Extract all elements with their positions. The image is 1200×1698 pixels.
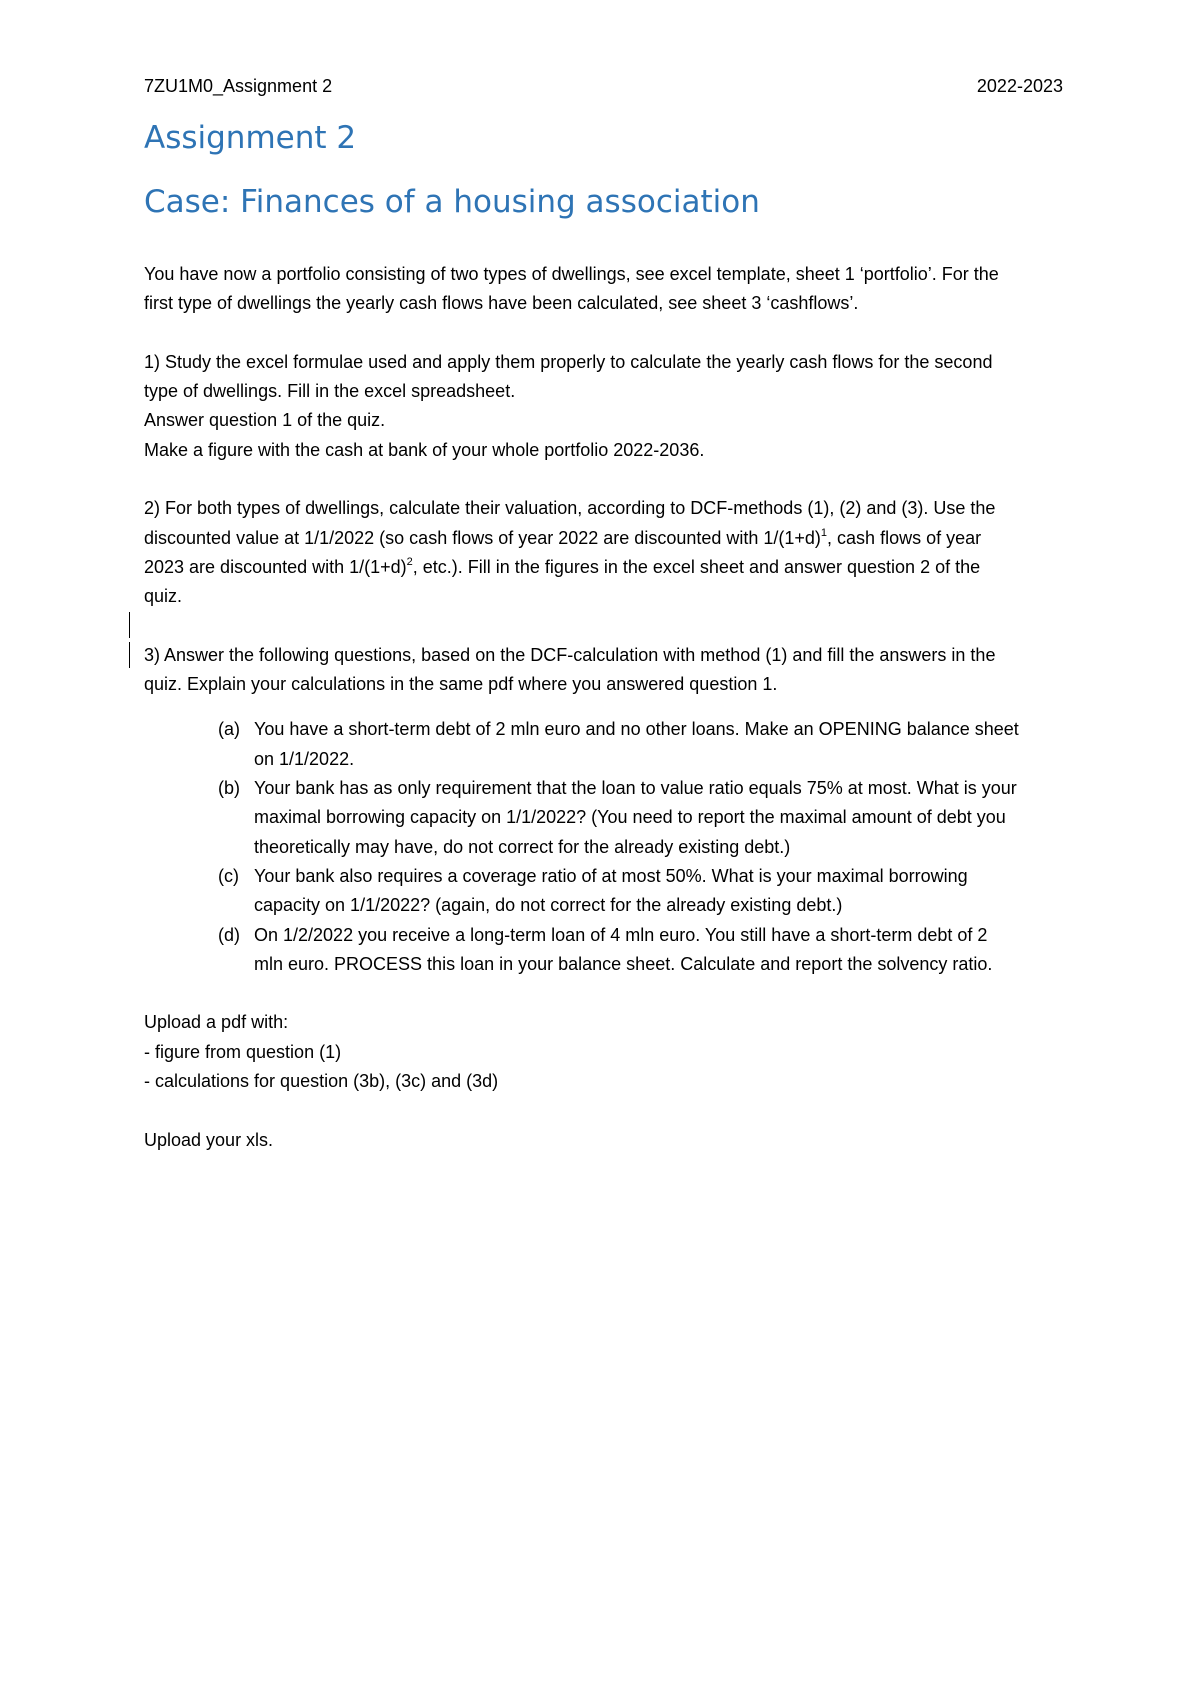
- question-2-line: 2) For both types of dwellings, calculate their valuation, according to DCF-methods (1), (2) and (3). Use the: [144, 498, 996, 519]
- question-3-line: quiz. Explain your calculations in the same pdf where you answered question 1.: [144, 674, 778, 695]
- list-item-line: Your bank has as only requirement that the loan to value ratio equals 75% at most. What is your: [254, 778, 1017, 799]
- list-item-line: You have a short-term debt of 2 mln euro and no other loans. Make an OPENING balance sheet: [254, 719, 1019, 740]
- intro-paragraph: [144, 260, 1124, 319]
- revision-bar: [129, 612, 130, 638]
- case-subtitle: Case: Finances of a housing association: [144, 184, 760, 220]
- revision-bar: [129, 642, 130, 668]
- intro-line: first type of dwellings the yearly cash flows have been calculated, see sheet 3 ‘cashflows’.: [144, 293, 859, 314]
- intro-line: You have now a portfolio consisting of two types of dwellings, see excel template, sheet 1 ‘portfolio’. For the: [144, 264, 999, 284]
- exponent: 1: [820, 526, 828, 539]
- question-1-line: 1) Study the excel formulae used and apply them properly to calculate the yearly cash flows for the second: [144, 351, 993, 372]
- question-1-line: Answer question 1 of the quiz.: [144, 410, 386, 431]
- list-item-line: theoretically may have, do not correct for the already existing debt.): [254, 836, 791, 857]
- academic-year: 2022-2023: [976, 76, 1063, 96]
- list-marker: (c): [218, 865, 239, 886]
- list-item-line: On 1/2/2022 you receive a long-term loan of 4 mln euro. You still have a short-term debt of 2: [254, 924, 988, 945]
- upload-pdf-line: - calculations for question (3b), (3c) and (3d): [144, 1071, 499, 1092]
- question-3-paragraph: [144, 641, 1124, 700]
- list-item: [144, 921, 1124, 980]
- question-1-line: type of dwellings. Fill in the excel spreadsheet.: [144, 381, 516, 402]
- page-title: Assignment 2: [144, 120, 357, 156]
- question-2-line: quiz.: [144, 586, 183, 607]
- upload-pdf-line: Upload a pdf with:: [144, 1012, 289, 1033]
- question-2-text: 2023 are discounted with 1/(1+d): [144, 556, 407, 577]
- question-2-line: [144, 553, 1124, 582]
- assignment-body: [144, 260, 1124, 1184]
- upload-pdf-line: - figure from question (1): [144, 1041, 342, 1062]
- list-marker: (a): [218, 719, 240, 740]
- exponent: 2: [406, 555, 413, 568]
- question-3-list: [144, 715, 1124, 979]
- list-marker: (d): [218, 924, 240, 945]
- question-3-line: 3) Answer the following questions, based on the DCF-calculation with method (1) and fill the answers in the: [144, 644, 996, 665]
- upload-xls-line: Upload your xls.: [144, 1129, 274, 1150]
- list-item: [144, 774, 1124, 862]
- list-marker: (b): [218, 778, 240, 799]
- course-code: 7ZU1M0_Assignment 2: [144, 76, 333, 96]
- list-item-line: maximal borrowing capacity on 1/1/2022? (You need to report the maximal amount of debt you: [254, 807, 1006, 828]
- list-item: [144, 862, 1124, 921]
- page-header: [144, 76, 1063, 97]
- list-item-line: on 1/1/2022.: [254, 748, 355, 769]
- question-2-text: discounted value at 1/1/2022 (so cash flows of year 2022 are discounted with 1/(1+d): [144, 527, 821, 548]
- upload-xls-paragraph: [144, 1126, 1124, 1155]
- question-2-text: , cash flows of year: [827, 527, 982, 548]
- list-item: [144, 715, 1124, 774]
- question-2-text: , etc.). Fill in the figures in the excel sheet and answer question 2 of the: [412, 556, 981, 577]
- list-item-line: capacity on 1/1/2022? (again, do not correct for the already existing debt.): [254, 895, 843, 916]
- question-2-line: [144, 524, 1124, 553]
- question-1-line: Make a figure with the cash at bank of your whole portfolio 2022-2036.: [144, 439, 705, 460]
- upload-pdf-paragraph: [144, 1008, 1124, 1096]
- list-item-line: mln euro. PROCESS this loan in your balance sheet. Calculate and report the solvency ratio.: [254, 953, 993, 974]
- question-2-paragraph: [144, 494, 1124, 611]
- list-item-line: Your bank also requires a coverage ratio of at most 50%. What is your maximal borrowing: [254, 865, 968, 886]
- question-1-paragraph: [144, 348, 1124, 465]
